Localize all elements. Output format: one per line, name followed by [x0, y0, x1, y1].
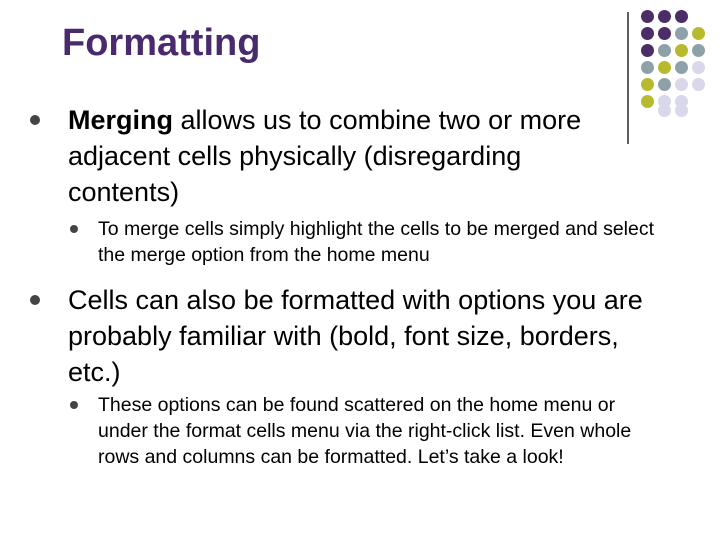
bullet-dot — [70, 401, 78, 409]
bullet-dot — [30, 295, 40, 305]
bullet-dot — [70, 225, 78, 233]
bullet-1-sub — [70, 216, 670, 268]
bullet-1-rest: allows us to combine two or more adjacent cells physically (disregarding contents) — [68, 105, 582, 207]
slide-title: Formatting — [62, 22, 261, 64]
bullet-1-bold: Merging — [68, 105, 173, 135]
bullet-1-text — [68, 102, 638, 210]
bullet-2-sub — [70, 392, 670, 470]
bullet-2 — [30, 282, 670, 390]
bullet-dot — [30, 115, 40, 125]
bullet-2-text: Cells can also be formatted with options you are probably familiar with (bold, font size, borders, etc.) — [68, 285, 643, 387]
bullet-2-sub-text: These options can be found scattered on the home menu or under the format cells menu via the right-click list. Even whole rows and columns can be formatted. Let’s take a look! — [98, 394, 632, 468]
bullet-1-sub-text: To merge cells simply highlight the cells to be merged and select the merge option from the home menu — [98, 218, 655, 266]
bullet-1 — [30, 102, 640, 210]
